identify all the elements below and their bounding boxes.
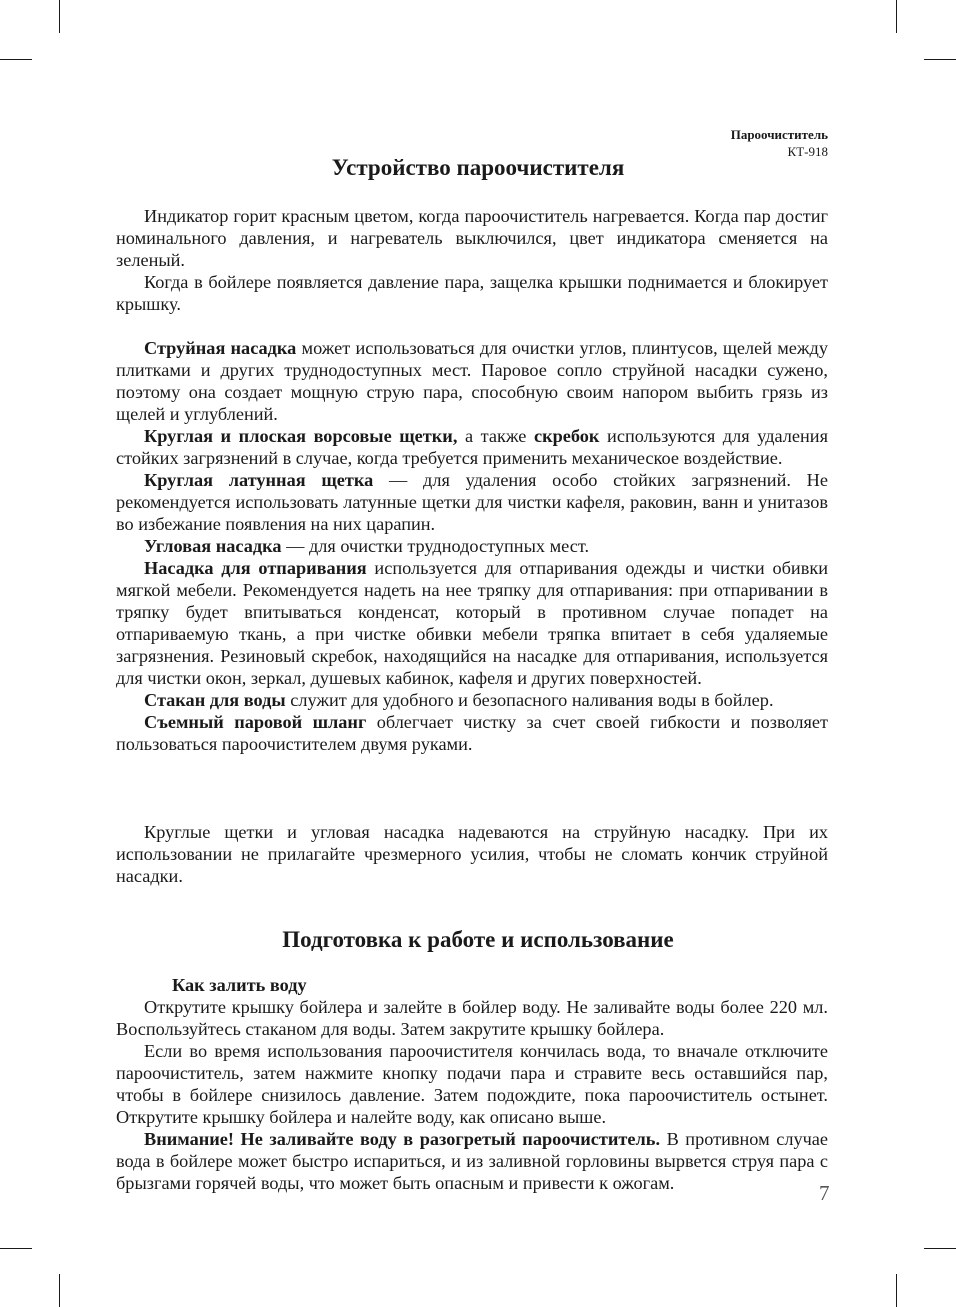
paragraph-lid-latch: Когда в бойлере появляется давление пара, защелка крышки поднимается и блокирует крышку. bbox=[116, 272, 828, 314]
crop-mark bbox=[59, 0, 60, 33]
term-water-cup: Стакан для воды bbox=[144, 690, 286, 710]
crop-mark bbox=[896, 0, 897, 33]
accessories-list bbox=[116, 337, 828, 755]
crop-mark bbox=[0, 1248, 32, 1249]
term-warning: Внимание! Не заливайте воду в разогретый пароочиститель. bbox=[144, 1129, 661, 1149]
paragraph-refill: Если во время использования пароочистителя кончилась вода, то вначале отключите пароочиститель, затем нажмите кнопку подачи пара и стравите весь оставшийся пар, чтобы в бойлере снизилось давление. Затем подождите, пока пароочиститель остынет. Открутите крышку бойлера и налейте воду, как описано выше. bbox=[116, 1041, 828, 1127]
crop-mark bbox=[59, 1274, 60, 1307]
subhead-fill-water: Как залить воду bbox=[172, 975, 307, 995]
paragraph-indicator: Индикатор горит красным цветом, когда пароочиститель нагревается. Когда пар достиг номинального давления, и нагреватель выключился, цвет индикатора сменяется на зеленый. bbox=[116, 206, 828, 270]
paragraph-angle-nozzle: Угловая насадка — для очистки труднодоступных мест. bbox=[144, 536, 590, 556]
term-brushes: Круглая и плоская ворсовые щетки, bbox=[144, 426, 458, 446]
header-model: КТ-918 bbox=[787, 144, 828, 159]
crop-mark bbox=[0, 59, 32, 60]
paragraph-brushes: Круглая и плоская ворсовые щетки, а также скребок используются для удаления стойких загрязнений в случае, когда требуется применить механическое воздействие. bbox=[116, 426, 828, 468]
term-steaming-nozzle: Насадка для отпаривания bbox=[144, 558, 367, 578]
crop-mark bbox=[896, 1274, 897, 1307]
paragraph-water-cup: Стакан для воды служит для удобного и безопасного наливания воды в бойлер. bbox=[144, 690, 774, 710]
paragraph-steam-hose: Съемный паровой шланг облегчает чистку за счет своей гибкости и позволяет пользоваться пароочистителем двумя руками. bbox=[116, 712, 828, 754]
paragraph-fill-water: Открутите крышку бойлера и залейте в бойлер воду. Не заливайте воды более 220 мл. Воспользуйтесь стаканом для воды. Затем закрутите крышку бойлера. bbox=[116, 997, 828, 1039]
term-scraper: скребок bbox=[533, 426, 600, 446]
header-product: Пароочиститель bbox=[730, 127, 828, 142]
paragraph-warning: Внимание! Не заливайте воду в разогретый пароочиститель. В противном случае вода в бойлере может быстро испариться, и из заливной горловины вырвется струя пара с брызгами горячей воды, что может быть опасным и привести к ожогам. bbox=[116, 1129, 829, 1193]
term-angle-nozzle: Угловая насадка bbox=[144, 536, 282, 556]
section-title-preparation: Подготовка к работе и использование bbox=[282, 927, 674, 952]
nozzle-note bbox=[116, 821, 828, 887]
page-number: 7 bbox=[819, 1181, 830, 1205]
preparation-body bbox=[116, 974, 828, 1194]
section-title-device: Устройство пароочистителя bbox=[331, 155, 625, 180]
crop-mark bbox=[924, 59, 956, 60]
term-brass-brush: Круглая латунная щетка bbox=[144, 470, 374, 490]
paragraph-brass-brush: Круглая латунная щетка — для удаления особо стойких загрязнений. Не рекомендуется использовать латунные щетки для чистки кафеля, раковин, ванн и унитазов во избежание появления на них царапин. bbox=[116, 470, 828, 534]
term-jet-nozzle: Струйная насадка bbox=[144, 338, 297, 358]
paragraph-jet-nozzle: Струйная насадка может использоваться для очистки углов, плинтусов, щелей между плитками и других труднодоступных мест. Паровое сопло струйной насадки сужено, поэтому она создает мощную струю пара, способную своим напором выбить грязь из щелей и углублений. bbox=[116, 338, 828, 424]
paragraph-steaming-nozzle: Насадка для отпаривания используется для отпаривания одежды и чистки обивки мягкой мебели. Рекомендуется надеть на нее тряпку для отпаривания: при отпаривании в тряпку будет впитываться конденсат, который в противном случае попадет на отпариваемую ткань, а при чистке обивки мебели тряпка впитает в себя удаляемые загрязнения. Резиновый скребок, находящийся на насадке для отпаривания, используется для чистки окон, зеркал, душевых кабинок, кафеля и других поверхностей. bbox=[116, 558, 829, 688]
paragraph-nozzle-note: Круглые щетки и угловая насадка надеваются на струйную насадку. При их использовании не прилагайте чрезмерного усилия, чтобы не сломать кончик струйной насадки. bbox=[116, 822, 828, 886]
crop-mark bbox=[924, 1248, 956, 1249]
term-steam-hose: Съемный паровой шланг bbox=[144, 712, 367, 732]
device-intro bbox=[116, 205, 828, 315]
